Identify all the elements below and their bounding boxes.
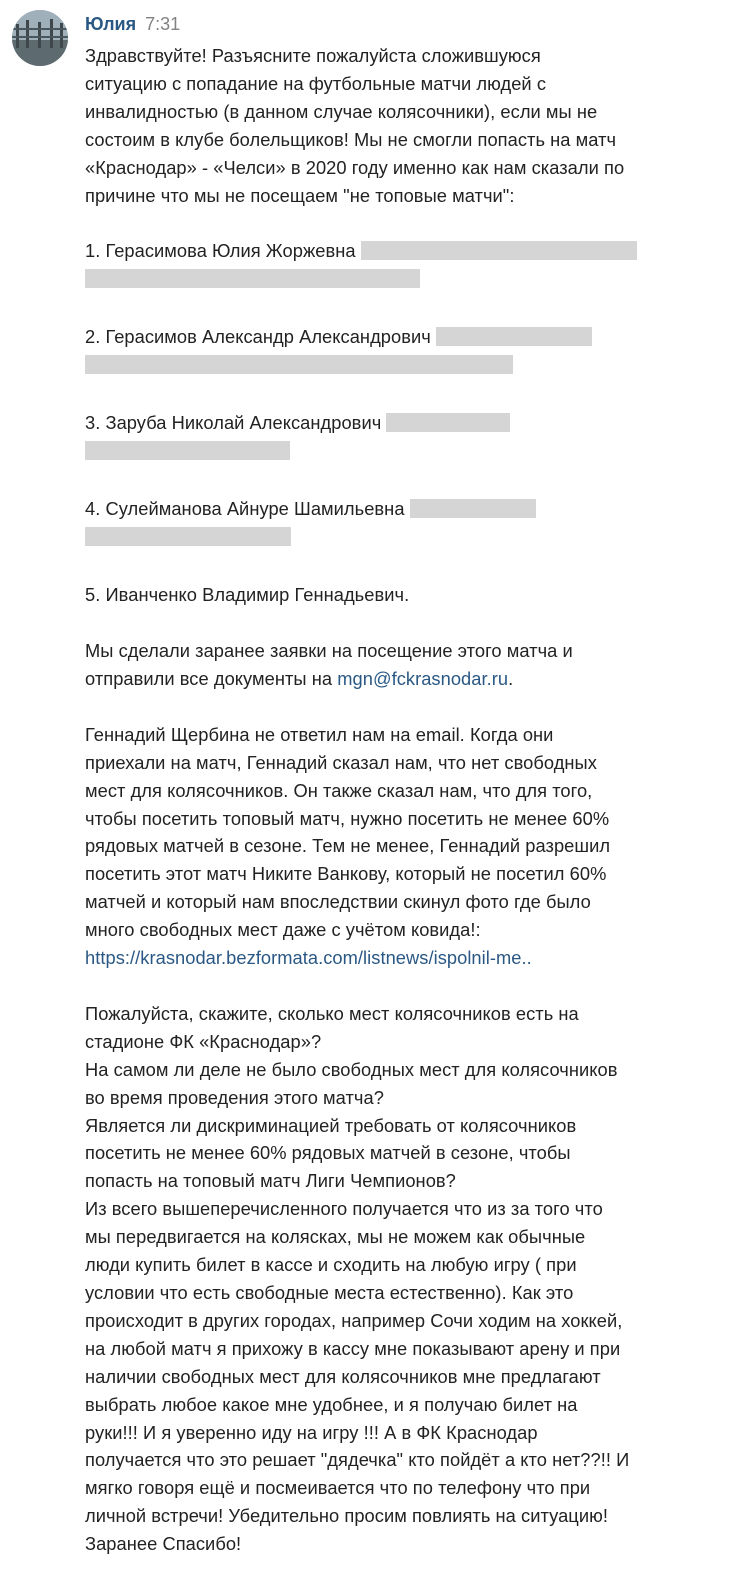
question-line: попасть на топовый матч Лиги Чемпионов? — [85, 1170, 456, 1192]
person-line-4 — [85, 495, 725, 523]
question-line: Является ли дискриминацией требовать от колясочников — [85, 1114, 577, 1136]
question-line: происходит в других городах, например Сочи ходим на хоккей, — [85, 1309, 623, 1331]
redacted-block — [410, 499, 536, 518]
email-link[interactable]: mgn@fckrasnodar.ru — [337, 667, 509, 689]
question-line: на любой матч я прихожу в кассу мне показывают арену и при — [85, 1337, 621, 1359]
question-line: посетить не менее 60% рядовых матчей в сезоне, чтобы — [85, 1142, 571, 1164]
redacted-block — [85, 527, 291, 546]
question-line: условии что есть свободные места естественно). Как это — [85, 1282, 574, 1303]
news-link[interactable]: https://krasnodar.bezformata.com/listnews/ispolnil-me.. — [85, 947, 532, 969]
redacted-block — [85, 355, 513, 374]
person-line-5: 5. Иванченко Владимир Геннадьевич. — [85, 584, 410, 606]
question-line: получается что это решает "дядечка" кто пойдёт а кто нет??!! И — [85, 1449, 630, 1471]
person-line-2 — [85, 323, 725, 351]
story-line: посетить этот матч Никите Ванкову, который не посетил 60% — [85, 863, 607, 885]
intro-line: ситуацию с попадание на футбольные матчи людей с — [85, 72, 547, 94]
author-name[interactable]: Юлия — [85, 14, 137, 34]
question-line: люди купить билет в кассе и сходить на любую игру ( при — [85, 1254, 577, 1276]
intro-line: «Краснодар» - «Челси» в 2020 году именно как нам сказали по — [85, 156, 625, 178]
redacted-block — [386, 413, 510, 432]
redacted-block — [436, 327, 592, 346]
intro-line: инвалидностью (в данном случае колясочники), если мы не — [85, 100, 598, 122]
question-line: наличии свободных мест для колясочников мне предлагают — [85, 1365, 601, 1387]
story-line: рядовых матчей в сезоне. Тем не менее, Геннадий разрешил — [85, 835, 611, 857]
question-line: Пожалуйста, скажите, сколько мест колясочников есть на — [85, 1002, 579, 1024]
question-line: руки!!! И я уверенно иду на игру !!! А в ФК Краснодар — [85, 1421, 538, 1443]
message-body — [85, 42, 725, 1558]
person-name: 3. Заруба Николай Александрович — [85, 412, 382, 434]
story-line: матчей и который нам впоследствии скинул фото где было — [85, 891, 591, 913]
question-line: мягко говоря ещё и посмеивается что по телефону что при — [85, 1477, 591, 1499]
question-line: личной встречи! Убедительно просим повлиять на ситуацию! — [85, 1505, 608, 1527]
intro-line: состоим в клубе болельщиков! Мы не смогли попасть на матч — [85, 128, 617, 150]
intro-line: Здравствуйте! Разъясните пожалуйста сложившуюся — [85, 45, 541, 66]
story-line: чтобы посетить топовый матч, нужно посетить не менее 60% — [85, 807, 610, 829]
person-name: 1. Герасимова Юлия Жоржевна — [85, 240, 356, 262]
avatar-photo-icon — [12, 10, 68, 66]
person-line-3 — [85, 409, 725, 437]
question-line: Из всего вышеперечисленного получается что из за того что — [85, 1198, 603, 1220]
question-line: На самом ли деле не было свободных мест для колясочников — [85, 1058, 618, 1080]
applications-line: отправили все документы на mgn@fckrasnodar.ru. — [85, 667, 514, 689]
applications-line: Мы сделали заранее заявки на посещение этого матча и — [85, 639, 573, 661]
story-line: много свободных мест даже с учётом ковида!: — [85, 919, 481, 941]
redacted-block — [85, 441, 290, 460]
post-header — [85, 14, 180, 35]
redacted-block — [85, 269, 420, 288]
person-name: 4. Сулейманова Айнуре Шамильевна — [85, 498, 405, 520]
question-line: мы передвигается на колясках, мы не можем как обычные — [85, 1226, 586, 1248]
question-line: во время проведения этого матча? — [85, 1086, 384, 1108]
story-line: Геннадий Щербина не ответил нам на email. Когда они — [85, 723, 554, 745]
avatar[interactable] — [12, 10, 68, 66]
redacted-block — [361, 241, 637, 260]
question-line: стадионе ФК «Краснодар»? — [85, 1030, 322, 1052]
person-line-1 — [85, 237, 725, 265]
question-line: выбрать любое какое мне удобнее, и я получаю билет на — [85, 1393, 578, 1415]
story-line: приехали на матч, Геннадий сказал нам, что нет свободных — [85, 751, 597, 773]
person-name: 2. Герасимов Александр Александрович — [85, 326, 431, 348]
intro-line: причине что мы не посещаем "не топовые матчи": — [85, 184, 515, 206]
story-line: мест для колясочников. Он также сказал нам, что для того, — [85, 779, 593, 801]
post-time[interactable]: 7:31 — [145, 14, 181, 34]
question-line: Заранее Спасибо! — [85, 1533, 242, 1555]
